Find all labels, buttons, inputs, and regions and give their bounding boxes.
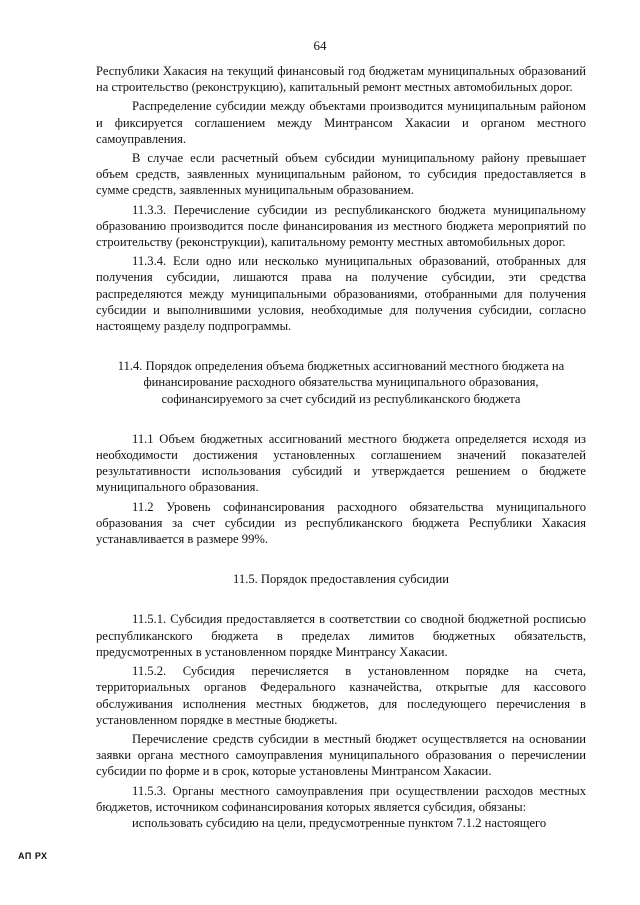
- paragraph-excess-case: В случае если расчетный объем субсидии муниципальному району превышает объем средств, заявленных муниципальным районом, то субсидия предоставляется в сумме средств, заявленных муниципальным образованием.: [96, 151, 586, 198]
- paragraph-11-5-2: 11.5.2. Субсидия перечисляется в установленном порядке на счета, территориальных органов Федерального казначейства, открытые для кассового обслуживания исполнения местных бюджетов, для последующего перечисления в установленном порядке в местные бюджеты.: [96, 664, 586, 727]
- document-body: [96, 63, 586, 831]
- paragraph-11-5-1: 11.5.1. Субсидия предоставляется в соответствии со сводной бюджетной росписью республиканского бюджета в пределах лимитов бюджетных обязательств, предусмотренных в установленном порядке Минтрансу Хакасии.: [96, 612, 586, 659]
- section-heading-11-5: 11.5. Порядок предоставления субсидии: [233, 572, 449, 587]
- paragraph-11-3-4: 11.3.4. Если одно или несколько муниципальных образований, отобранных для получения субсидии, лишаются права на получение субсидии, эти средства распределяются между муниципальными образованиями, отобранными для получения субсидии и выполнившими условия, необходимые для получения субсидии, согласно настоящему разделу подпрограммы.: [96, 254, 586, 334]
- paragraph-distribution: Распределение субсидии между объектами производится муниципальным районом и фиксируется соглашением между Минтрансом Хакасии и органом местного самоуправления.: [96, 99, 586, 146]
- paragraph-obligation-item: использовать субсидию на цели, предусмотренные пунктом 7.1.2 настоящего: [132, 815, 547, 830]
- paragraph-11-2: 11.2 Уровень софинансирования расходного обязательства муниципального образования за счет субсидии из республиканского бюджета Республики Хакасия устанавливается в размере 99%.: [96, 499, 586, 547]
- paragraph-11-1: 11.1 Объем бюджетных ассигнований местного бюджета определяется исходя из необходимости достижения установленных соглашением значений показателей результативности использования субсидий и утверждается решением о бюджете муниципального образования.: [96, 431, 586, 495]
- page-number: 64: [313, 38, 327, 53]
- section-heading-11-4: 11.4. Порядок определения объема бюджетных ассигнований местного бюджета на финансирование расходного обязательства муниципального образования, софинансируемого за счет субсидий из республиканского бюджета: [117, 359, 565, 406]
- footer-mark: АП РХ: [18, 851, 48, 861]
- paragraph-11-3-3: 11.3.3. Перечисление субсидии из республиканского бюджета муниципальному образованию производится после финансирования из местного бюджета мероприятий по строительству (реконструкции), капитальному ремонту местных автомобильных дорог.: [96, 202, 586, 250]
- paragraph-continuation: Республики Хакасия на текущий финансовый год бюджетам муниципальных образований на строительство (реконструкцию), капитальный ремонт местных автомобильных дорог.: [96, 64, 586, 95]
- paragraph-11-5-3: 11.5.3. Органы местного самоуправления при осуществлении расходов местных бюджетов, источником софинансирования которых является субсидия, обязаны:: [96, 783, 586, 814]
- paragraph-transfer: Перечисление средств субсидии в местный бюджет осуществляется на основании заявки органа местного самоуправления муниципального образования о перечислении субсидии по форме и в срок, которые установлены Минтрансом Хакасии.: [96, 731, 586, 779]
